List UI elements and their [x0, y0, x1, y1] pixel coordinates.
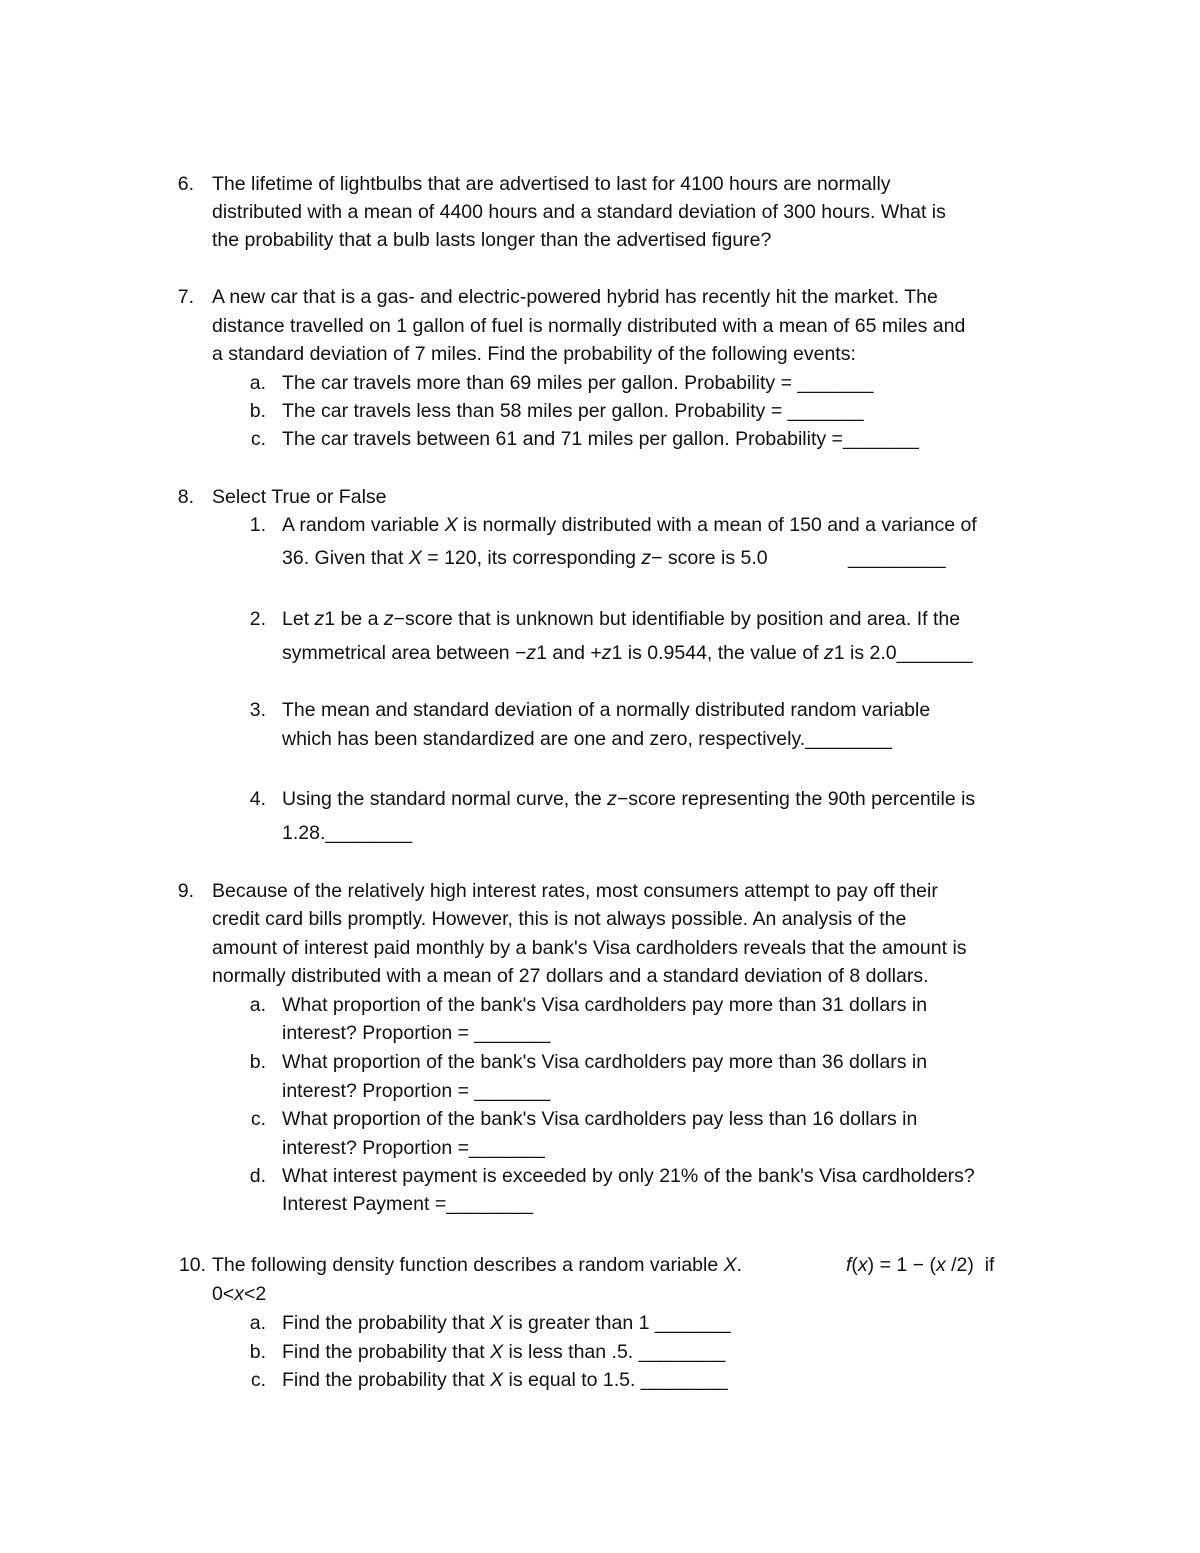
question-number: 7. [177, 286, 194, 308]
sub-part-text: Find the probability that X is less than .5. ________ [282, 1341, 726, 1363]
sub-part-text: What interest payment is exceeded by only 21% of the bank's Visa cardholders? [282, 1165, 975, 1187]
question-number: 6. [177, 173, 194, 195]
statement-text-line: Let z1 be a z−score that is unknown but identifiable by position and area. If the [282, 608, 961, 630]
sub-part-text: What proportion of the bank's Visa cardholders pay less than 16 dollars in [282, 1108, 918, 1130]
statement-number: 3. [249, 699, 266, 721]
sub-part-text: Find the probability that X is equal to 1.5. ________ [282, 1369, 728, 1391]
question-text-line: amount of interest paid monthly by a bank's Visa cardholders reveals that the amount is [212, 937, 967, 959]
sub-part-text: The car travels between 61 and 71 miles per gallon. Probability =_______ [282, 428, 919, 450]
question-text-line: Because of the relatively high interest rates, most consumers attempt to pay off their [212, 880, 938, 902]
sub-part-label: a. [249, 994, 266, 1016]
statement-text-line: A random variable X is normally distributed with a mean of 150 and a variance of [282, 514, 977, 536]
question-text-line: The lifetime of lightbulbs that are advertised to last for 4100 hours are normally [212, 173, 891, 195]
sub-part-text: What proportion of the bank's Visa cardholders pay more than 31 dollars in [282, 994, 928, 1016]
question-number: 9. [177, 880, 194, 902]
sub-part-text: interest? Proportion = _______ [282, 1080, 551, 1102]
statement-number: 4. [249, 788, 266, 810]
question-number: 8. [177, 486, 194, 508]
sub-part-text: The car travels more than 69 miles per gallon. Probability = _______ [282, 372, 874, 394]
question-text-line: a standard deviation of 7 miles. Find the probability of the following events: [212, 343, 856, 365]
sub-part-label: a. [249, 1312, 266, 1334]
sub-part-text: The car travels less than 58 miles per gallon. Probability = _______ [282, 400, 864, 422]
statement-text-line: The mean and standard deviation of a normally distributed random variable [282, 699, 931, 721]
density-function: f(x) = 1 − (x /2) if [846, 1254, 995, 1276]
statement-text-line: which has been standardized are one and zero, respectively.________ [282, 728, 892, 750]
sub-part-label: b. [249, 400, 266, 422]
statement-text-line: 36. Given that X = 120, its corresponding z− score is 5.0 [282, 547, 768, 569]
question-text-line: distributed with a mean of 4400 hours and a standard deviation of 300 hours. What is [212, 201, 946, 223]
sub-part-text: interest? Proportion = _______ [282, 1022, 551, 1044]
statement-text-line: symmetrical area between −z1 and +z1 is 0.9544, the value of z1 is 2.0_______ [282, 642, 973, 664]
sub-part-label: a. [249, 372, 266, 394]
statement-text-line: Using the standard normal curve, the z−score representing the 90th percentile is [282, 788, 976, 810]
sub-part-label: b. [249, 1341, 266, 1363]
question-text-line: 0<x<2 [212, 1283, 267, 1305]
question-text-line: credit card bills promptly. However, this is not always possible. An analysis of the [212, 908, 907, 930]
sub-part-label: c. [250, 1108, 266, 1130]
sub-part-label: c. [250, 428, 266, 450]
sub-part-label: b. [249, 1051, 266, 1073]
question-title: Select True or False [212, 486, 387, 508]
statement-text-line: 1.28.________ [282, 822, 413, 844]
sub-part-label: d. [249, 1165, 266, 1187]
sub-part-text: interest? Proportion =_______ [282, 1137, 545, 1159]
question-text-line: A new car that is a gas- and electric-powered hybrid has recently hit the market. The [212, 286, 938, 308]
question-number: 10. [178, 1254, 206, 1276]
sub-part-text: Interest Payment =________ [282, 1193, 533, 1215]
statement-number: 1. [249, 514, 266, 536]
statement-number: 2. [249, 608, 266, 630]
sub-part-text: Find the probability that X is greater than 1 _______ [282, 1312, 731, 1334]
sub-part-text: What proportion of the bank's Visa cardholders pay more than 36 dollars in [282, 1051, 928, 1073]
question-text-line: distance travelled on 1 gallon of fuel is normally distributed with a mean of 65 miles and [212, 315, 966, 337]
question-text-line: normally distributed with a mean of 27 dollars and a standard deviation of 8 dollars. [212, 965, 929, 987]
question-text-line: the probability that a bulb lasts longer than the advertised figure? [212, 229, 772, 251]
sub-part-label: c. [250, 1369, 266, 1391]
answer-blank[interactable]: _________ [848, 547, 946, 569]
question-text-line: The following density function describes a random variable X. [212, 1254, 743, 1276]
